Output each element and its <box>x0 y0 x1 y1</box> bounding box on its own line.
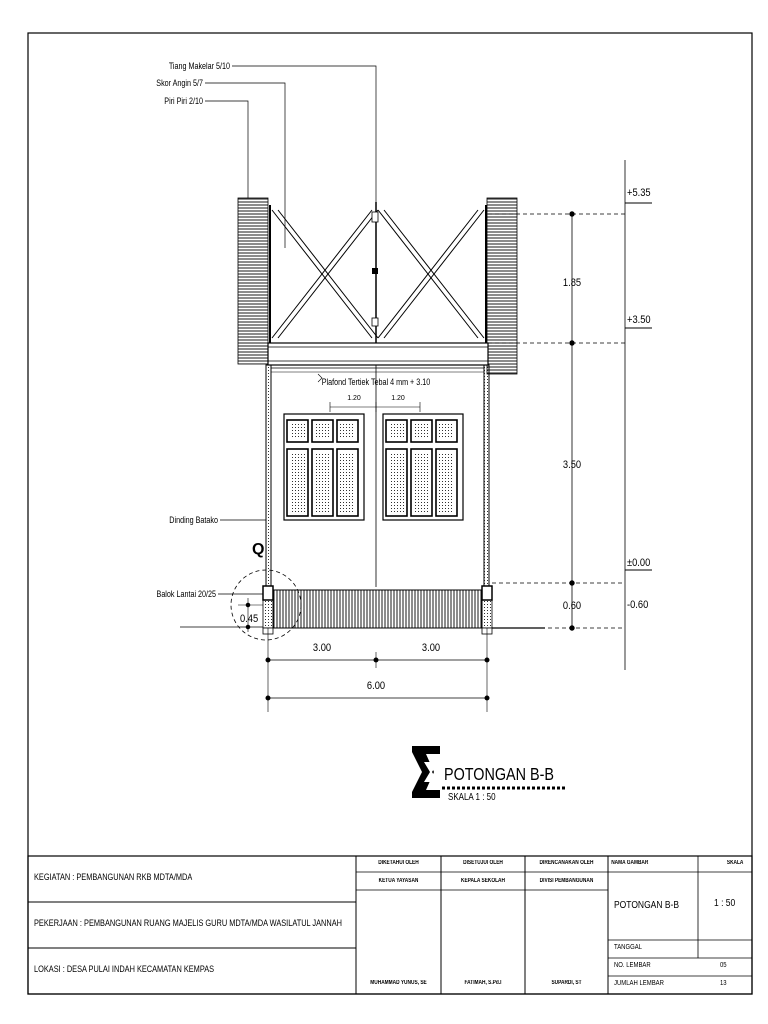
tb-tanggal: TANGGAL <box>614 944 642 951</box>
tb-sign1: MUHAMMAD YUNUS, SE <box>370 980 427 986</box>
window-left <box>284 414 364 520</box>
tb-jumlah-label: JUMLAH LEMBAR <box>614 980 664 987</box>
floor <box>231 570 545 640</box>
roof-left-eave <box>238 198 268 364</box>
section-title: POTONGAN B-B <box>444 764 555 785</box>
vdim-185: 1.85 <box>562 277 582 290</box>
tb-direncanakan: DIRENCANAKAN OLEH <box>539 860 594 866</box>
tb-sign2: FATIMAH, S.Pd.I <box>464 980 502 986</box>
label-piri-piri: Piri Piri 2/10 <box>164 96 203 107</box>
plafond-dim-left: 1.20 <box>347 395 361 402</box>
label-plafond: Plafond Tertiek Tebal 4 mm + 3.10 <box>321 377 431 388</box>
plafond-dim-right: 1.20 <box>391 395 405 402</box>
plafond-dims <box>330 402 420 412</box>
leader-lines <box>205 66 376 594</box>
tb-kepala: KEPALA SEKOLAH <box>460 878 505 884</box>
tb-jumlah: 13 <box>720 980 727 987</box>
hdim-left: 3.00 <box>312 642 332 655</box>
tb-diketahui: DIKETAHUI OLEH <box>378 860 419 866</box>
vdim-350: 3.50 <box>562 459 582 472</box>
horizontal-dims <box>266 628 489 712</box>
tb-ketua: KETUA YAYASAN <box>378 878 419 884</box>
level-000: ±0.00 <box>627 557 651 570</box>
roof <box>238 198 517 374</box>
sheet-border <box>28 33 752 994</box>
label-tiang-makelar: Tiang Makelar 5/10 <box>168 61 230 72</box>
section-scale: SKALA 1 : 50 <box>448 791 496 803</box>
tb-nama-gambar-hdr: NAMA GAMBAR <box>611 860 649 866</box>
windows <box>284 414 463 520</box>
level-m060: -0.60 <box>627 599 649 612</box>
tb-pekerjaan: PEKERJAAN : PEMBANGUNAN RUANG MAJELIS GURU MDTA/MDA WASILATUL JANNAH <box>34 918 342 928</box>
tb-no-lembar: 05 <box>720 962 727 969</box>
window-right <box>383 414 463 520</box>
section-title-symbol <box>412 746 566 802</box>
tb-nama-gambar: POTONGAN B-B <box>614 900 680 911</box>
vdim-060: 0.60 <box>562 600 582 613</box>
tb-kegiatan: KEGIATAN : PEMBANGUNAN RKB MDTA/MDA <box>34 872 193 882</box>
label-dinding: Dinding Batako <box>169 515 218 526</box>
tb-lokasi: LOKASI : DESA PULAI INDAH KECAMATAN KEMPAS <box>34 964 215 974</box>
level-350: +3.50 <box>627 314 651 327</box>
tb-skala: 1 : 50 <box>714 898 736 909</box>
tb-divisi: DIVISI PEMBANGUNAN <box>539 878 594 884</box>
label-balok: Balok Lantai 20/25 <box>156 589 216 600</box>
level-535: +5.35 <box>627 187 651 200</box>
tb-no-lembar-label: NO. LEMBAR <box>614 962 651 969</box>
tb-skala-hdr: SKALA <box>726 860 744 866</box>
label-skor-angin: Skor Angin 5/7 <box>156 78 203 89</box>
tb-disetujui: DISETUJUI OLEH <box>463 860 503 866</box>
vdim-045: 0.45 <box>240 613 259 626</box>
tb-sign3: SUPARDI, ST <box>551 980 582 986</box>
roof-right-eave <box>487 198 517 374</box>
hdim-total: 6.00 <box>366 680 386 693</box>
hdim-right: 3.00 <box>421 642 441 655</box>
detail-marker-q: Q <box>252 541 265 558</box>
